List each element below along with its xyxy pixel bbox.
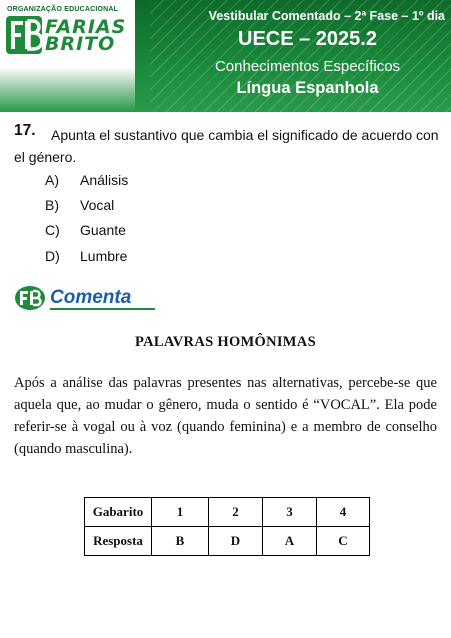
option-text: Lumbre <box>80 248 128 264</box>
brand-logo <box>0 0 135 112</box>
table-row <box>85 527 370 556</box>
table-cell: 2 <box>209 498 263 527</box>
table-cell: 4 <box>317 498 370 527</box>
table-cell: C <box>317 527 370 556</box>
fb-logo-icon <box>6 16 42 54</box>
option-b <box>45 197 114 213</box>
option-text: Vocal <box>80 197 115 213</box>
option-c <box>45 222 126 238</box>
table-cell: 3 <box>263 498 317 527</box>
table-cell: A <box>263 527 317 556</box>
option-a <box>45 172 128 188</box>
option-letter: C) <box>45 222 60 238</box>
option-text: Análisis <box>80 172 129 188</box>
answer-table <box>84 497 370 556</box>
brand-name-farias: FARIAS <box>45 16 127 38</box>
question-number: 17. <box>14 122 36 139</box>
row-label: Gabarito <box>85 498 152 527</box>
row-label: Resposta <box>85 527 152 556</box>
page-header <box>0 0 451 112</box>
section-title: PALAVRAS HOMÔNIMAS <box>135 334 316 350</box>
option-d <box>45 248 127 264</box>
option-letter: B) <box>45 197 59 213</box>
option-text: Guante <box>80 222 126 238</box>
table-cell: D <box>209 527 263 556</box>
exam-area: Conhecimentos Específicos <box>214 58 401 75</box>
option-letter: A) <box>45 172 59 188</box>
exam-subtitle: Vestibular Comentado – 2ª Fase – 1º dia <box>208 9 445 23</box>
comment-underline <box>50 308 155 310</box>
table-cell: B <box>152 527 209 556</box>
table-row <box>85 498 370 527</box>
table-cell: 1 <box>152 498 209 527</box>
option-letter: D) <box>45 248 60 264</box>
comment-text: Após a análise das palavras presentes nas alternativas, percebe-se que aquela que, ao mudar o gênero, muda o sentido é “VOCAL”. Ela pode referir-se à vogal ou à voz (quando feminina) e a membro de conselho (quando masculina). <box>14 375 437 457</box>
brand-name-brito: BRITO <box>45 33 116 55</box>
fb-logo-icon <box>14 285 46 311</box>
exam-title: UECE – 2025.2 <box>238 28 377 50</box>
question-text: Apunta el sustantivo que cambia el significado de acuerdo con el género. <box>14 127 439 165</box>
exam-subject: Língua Espanhola <box>236 79 379 97</box>
org-label: ORGANIZAÇÃO EDUCACIONAL <box>7 6 119 13</box>
comment-label: Comenta <box>50 287 132 308</box>
